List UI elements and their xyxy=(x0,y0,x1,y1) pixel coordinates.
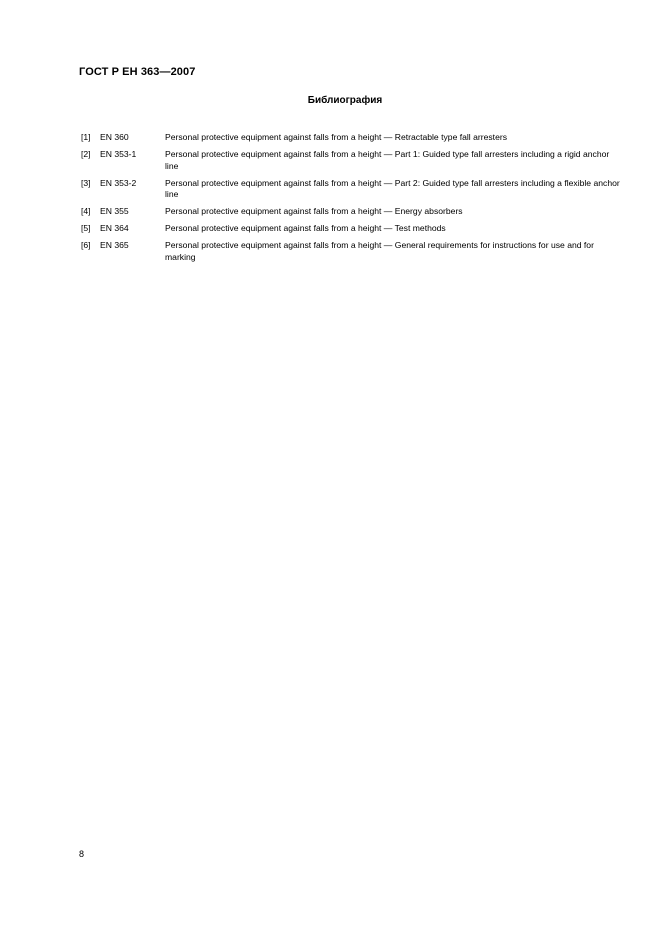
reference-title: Personal protective equipment against falls from a height — Retractable type fall arresters xyxy=(165,132,508,142)
reference-code: EN 353-2 xyxy=(100,177,137,188)
bibliography-item xyxy=(81,223,621,235)
bibliography-item xyxy=(81,178,621,201)
reference-number: [6] xyxy=(81,240,91,250)
reference-number: [5] xyxy=(81,223,91,233)
reference-code: EN 355 xyxy=(100,206,129,216)
section-title: Библиография xyxy=(307,95,383,106)
reference-code: EN 364 xyxy=(100,223,129,233)
bibliography-list xyxy=(81,132,621,269)
reference-code: EN 360 xyxy=(100,132,129,142)
reference-title: Personal protective equipment against falls from a height — Part 1: Guided type fall arresters including a rigid anchor line xyxy=(165,149,610,171)
reference-number: [1] xyxy=(81,132,91,142)
bibliography-item xyxy=(81,240,621,263)
reference-number: [4] xyxy=(81,206,91,216)
page-number: 8 xyxy=(79,849,85,859)
reference-number: [3] xyxy=(81,177,91,188)
reference-title: Personal protective equipment against falls from a height — Energy absorbers xyxy=(165,206,463,216)
reference-title: Personal protective equipment against falls from a height — Part 2: Guided type fall arresters including a flexible anchor line xyxy=(165,177,620,199)
reference-code: EN 353-1 xyxy=(100,149,137,159)
bibliography-item xyxy=(81,132,621,144)
reference-title: Personal protective equipment against falls from a height — Test methods xyxy=(165,223,446,233)
bibliography-item xyxy=(81,206,621,218)
reference-number: [2] xyxy=(81,149,91,159)
document-header: ГОСТ Р ЕН 363—2007 xyxy=(79,66,196,78)
bibliography-item xyxy=(81,149,621,172)
reference-title: Personal protective equipment against falls from a height — General requirements for instructions for use and for marking xyxy=(165,240,594,262)
reference-code: EN 365 xyxy=(100,240,129,250)
